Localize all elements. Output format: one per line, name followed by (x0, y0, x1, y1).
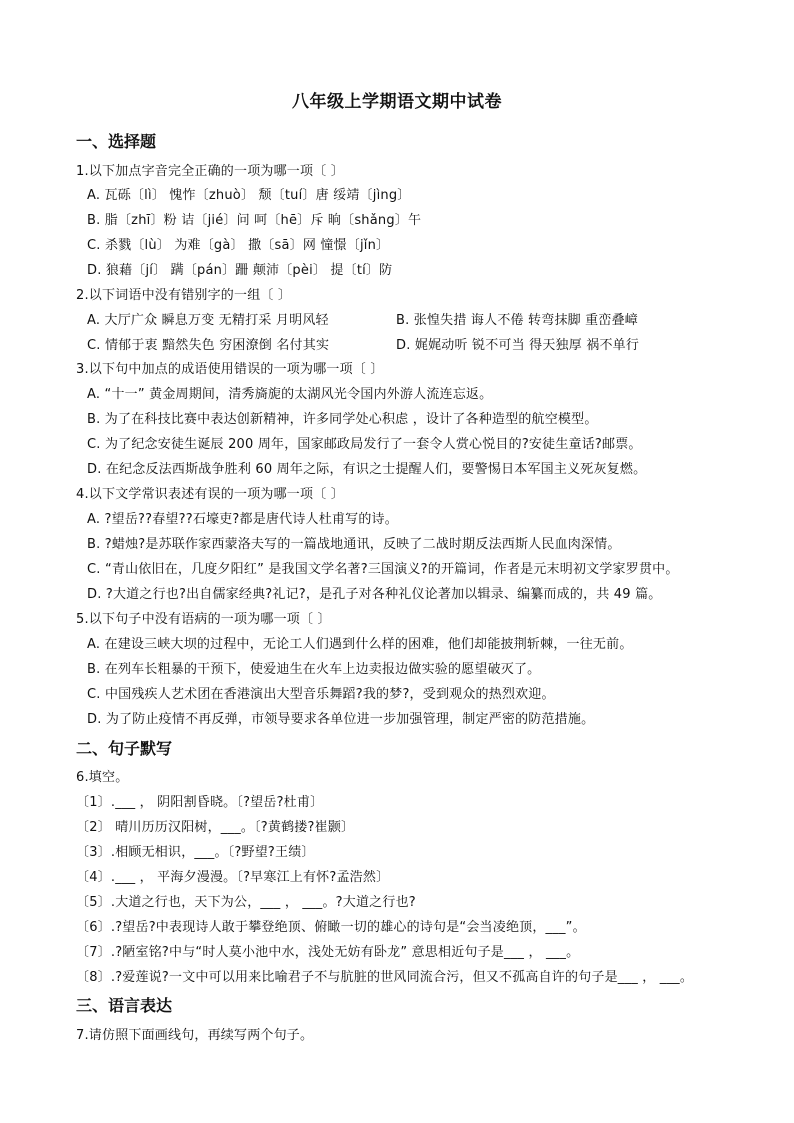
question-3-option-c: C. 为了纪念安徒生诞辰 200 周年，国家邮政局发行了一套令人赏心悦目的?安徒生童话?邮票。 (87, 437, 642, 452)
question-7-stem: 7.请仿照下面画线句，再续写两个句子。 (76, 1028, 314, 1043)
question-2-option-d: D. 娓娓动听 锐不可当 得天独厚 祸不单行 (396, 338, 640, 353)
question-3-option-b: B. 为了在科技比赛中表达创新精神，许多同学处心积虑 ，设计了各种造型的航空模型。 (87, 412, 598, 427)
page-title: 八年级上学期语文期中试卷 (292, 92, 502, 112)
question-5-option-d: D. 为了防止疫情不再反弹，市领导要求各单位进一步加强管理，制定严密的防范措施。 (87, 712, 595, 727)
fill-line-1: 〔1〕.___ ， 阴阳割昏晓。〔?望岳?杜甫〕 (76, 795, 324, 810)
question-5-option-a: A. 在建设三峡大坝的过程中，无论工人们遇到什么样的困难，他们却能披荆斩棘，一往无前。 (87, 637, 633, 652)
question-4-option-d: D. ?大道之行也?出自儒家经典?礼记?，是孔子对各种礼仪论著加以辑录、编纂而成的，共 49 篇。 (87, 587, 662, 602)
section-heading-recitation: 二、句子默写 (76, 739, 173, 758)
fill-line-5: 〔5〕.大道之行也，天下为公，___ ， ___。?大道之行也? (76, 895, 416, 910)
question-3-option-d: D. 在纪念反法西斯战争胜利 60 周年之际，有识之士提醒人们，要警惕日本军国主义死灰复燃。 (87, 462, 647, 477)
question-4-stem: 4.以下文学常识表述有误的一项为哪一项〔 〕 (76, 487, 344, 502)
fill-line-2: 〔2〕 晴川历历汉阳树，___。〔?黄鹤搂?崔颢〕 (76, 820, 355, 835)
question-2-stem: 2.以下词语中没有错别字的一组〔 〕 (76, 288, 292, 303)
fill-line-4: 〔4〕.___ ， 平海夕漫漫。〔?早寒江上有怀?孟浩然〕 (76, 870, 390, 885)
question-5-option-c: C. 中国残疾人艺术团在香港演出大型音乐舞蹈?我的梦?，受到观众的热烈欢迎。 (87, 687, 555, 702)
section-heading-expression: 三、语言表达 (76, 996, 173, 1015)
fill-line-8: 〔8〕.?爱莲说?一文中可以用来比喻君子不与肮脏的世风同流合污，但又不孤高自许的句子是___ ， ___。 (76, 970, 694, 985)
question-1-option-b: B. 脂〔zhī〕粉 诘〔jié〕问 呵〔hē〕斥 晌〔shǎng〕午 (87, 213, 422, 228)
fill-line-6: 〔6〕.?望岳?中表现诗人敢于攀登绝顶、俯瞰一切的雄心的诗句是“会当凌绝顶，___”。 (76, 920, 586, 935)
question-1-option-d: D. 狼藉〔jí〕 蹒〔pán〕跚 颠沛〔pèi〕 提〔tí〕防 (87, 263, 393, 278)
question-4-option-a: A. ?望岳??春望??石壕吏?都是唐代诗人杜甫写的诗。 (87, 512, 398, 527)
fill-line-7: 〔7〕.?陋室铭?中与“时人莫小池中水，浅处无妨有卧龙” 意思相近句子是___ ， ___。 (76, 945, 580, 960)
question-6-stem: 6.填空。 (76, 770, 129, 785)
question-2-option-c: C. 情郁于衷 黯然失色 穷困潦倒 名付其实 (87, 338, 330, 353)
question-1-stem: 1.以下加点字音完全正确的一项为哪一项〔 〕 (76, 164, 344, 179)
question-5-option-b: B. 在列车长粗暴的干预下，使爱迪生在火车上边卖报边做实验的愿望破灭了。 (87, 662, 541, 677)
question-4-option-b: B. ?蜡烛?是苏联作家西蒙洛夫写的一篇战地通讯，反映了二战时期反法西斯人民血肉深情。 (87, 537, 621, 552)
section-heading-choice: 一、选择题 (76, 132, 157, 151)
question-2-option-b: B. 张惶失措 诲人不倦 转弯抹脚 重峦叠嶂 (396, 313, 638, 328)
question-4-option-c: C. “青山依旧在，几度夕阳红” 是我国文学名著?三国演义?的开篇词，作者是元末明初文学家罗贯中。 (87, 562, 679, 577)
question-3-stem: 3.以下句中加点的成语使用错误的一项为哪一项〔 〕 (76, 362, 384, 377)
question-3-option-a: A. “十一” 黄金周期间，清秀旖旎的太湖风光令国内外游人流连忘返。 (87, 387, 493, 402)
fill-line-3: 〔3〕.相顾无相识，___。〔?野望?王绩〕 (76, 845, 315, 860)
question-5-stem: 5.以下句子中没有语病的一项为哪一项〔 〕 (76, 612, 331, 627)
question-1-option-c: C. 杀戮〔lù〕 为难〔gà〕 撒〔sā〕网 憧憬〔jǐn〕 (87, 238, 390, 253)
question-2-option-a: A. 大厅广众 瞬息万变 无精打采 月明风轻 (87, 313, 329, 328)
question-1-option-a: A. 瓦砾〔lì〕 愧怍〔zhuò〕 颓〔tuí〕唐 绥靖〔jìng〕 (87, 188, 411, 203)
